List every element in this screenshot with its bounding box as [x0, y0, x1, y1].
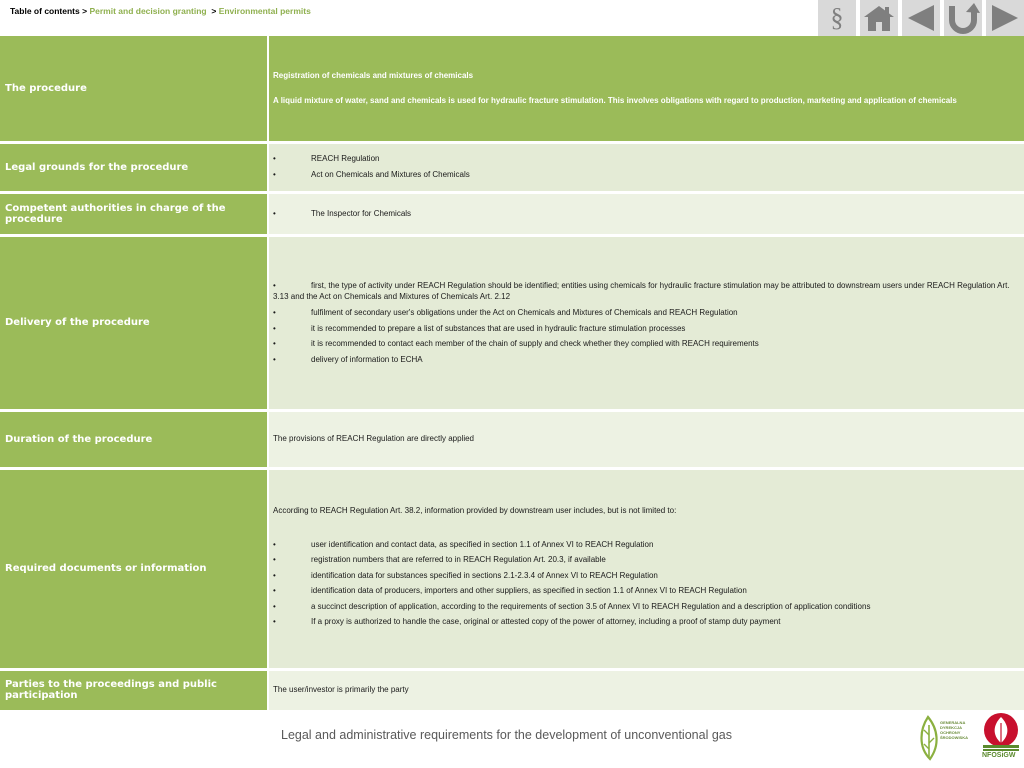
list-item: • registration numbers that are referred to in REACH Regulation Art. 20.3, if available: [273, 554, 1020, 566]
top-bar: [0, 0, 1024, 36]
procedure-title: Registration of chemicals and mixtures of chemicals: [273, 70, 474, 80]
list-item: • it is recommended to contact each member of the chain of supply and check whether they complied with REACH requirements: [273, 338, 1020, 350]
procedure-text: A liquid mixture of water, sand and chemicals is used for hydraulic fracture stimulation. This involves obligations with regard to production, marketing and application of chemicals: [273, 96, 957, 106]
arrow-right-icon: [989, 3, 1021, 33]
nav-buttons: [818, 0, 1024, 36]
gdos-logo-text: GENERALNA DYREKCJA OCHRONY ŚRODOWISKA: [940, 720, 968, 740]
row-label: Competent authorities in charge of the procedure: [0, 192, 268, 235]
breadcrumb-root[interactable]: Table of contents: [10, 6, 80, 16]
table-row: [0, 235, 1024, 410]
breadcrumb-environmental-link[interactable]: Environmental permits: [218, 6, 311, 16]
footer-title: Legal and administrative requirements for the development of unconventional gas: [281, 728, 732, 742]
row-content: [268, 142, 1024, 192]
home-icon: [862, 3, 896, 33]
breadcrumb: [10, 6, 311, 16]
documents-intro: According to REACH Regulation Art. 38.2, information provided by downstream user includes, but is not limited to:: [273, 505, 677, 515]
list-item: • first, the type of activity under REACH Regulation should be identified; entities using chemicals for hydraulic fracture stimulation may be attributed to downstream users under REACH Regulation Art. 3.13 and the Act on Chemicals and Mixtures of Chemicals Art. 2.12: [273, 280, 1020, 303]
breadcrumb-permit-link[interactable]: Permit and decision granting: [89, 6, 207, 16]
list-item: • If a proxy is authorized to handle the case, original or attested copy of the power of attorney, including a proof of stamp duty payment: [273, 616, 1020, 628]
row-label: Required documents or information: [0, 468, 268, 669]
forward-button[interactable]: [986, 0, 1024, 36]
return-button[interactable]: [944, 0, 982, 36]
breadcrumb-separator: >: [211, 6, 217, 16]
list-item: • identification data for substances specified in sections 2.1-2.3.4 of Annex VI to REACH Regulation: [273, 570, 1020, 582]
list-item: • REACH Regulation: [273, 153, 1020, 165]
legal-paragraph-button[interactable]: [818, 0, 856, 36]
row-content: [268, 468, 1024, 669]
list-item: • a succinct description of application, according to the requirements of section 3.5 of Annex VI to REACH Regulation and a description of application conditions: [273, 601, 1020, 613]
row-content: [268, 192, 1024, 235]
list-item: • user identification and contact data, as specified in section 1.1 of Annex VI to REACH Regulation: [273, 539, 1020, 551]
list-item: • fulfilment of secondary user's obligations under the Act on Chemicals and Mixtures of Chemicals and REACH Regulation: [273, 307, 1020, 319]
row-label: Legal grounds for the procedure: [0, 142, 268, 192]
row-content: The provisions of REACH Regulation are directly applied: [268, 410, 1024, 468]
table-row: [0, 36, 1024, 142]
list-item: • The Inspector for Chemicals: [273, 208, 1020, 220]
table-row: [0, 192, 1024, 235]
table-row: [0, 669, 1024, 711]
breadcrumb-separator: >: [82, 6, 88, 16]
list-item: • it is recommended to prepare a list of substances that are used in hydraulic fracture stimulation processes: [273, 323, 1020, 335]
row-label: Duration of the procedure: [0, 410, 268, 468]
row-content: [268, 36, 1024, 142]
list-item: • delivery of information to ECHA: [273, 354, 1020, 366]
nfosigw-label: NFOŚiGW: [982, 752, 1016, 759]
list-item: • Act on Chemicals and Mixtures of Chemicals: [273, 169, 1020, 181]
paragraph-icon: §: [830, 3, 844, 32]
back-button[interactable]: [902, 0, 940, 36]
table-row: [0, 468, 1024, 669]
row-label: Delivery of the procedure: [0, 235, 268, 410]
return-icon: [946, 2, 980, 34]
list-item: • identification data of producers, importers and other suppliers, as specified in section 1.1 of Annex VI to REACH Regulation: [273, 585, 1020, 597]
row-label: The procedure: [0, 36, 268, 142]
row-content: [268, 235, 1024, 410]
home-button[interactable]: [860, 0, 898, 36]
arrow-left-icon: [905, 3, 937, 33]
table-row: [0, 142, 1024, 192]
table-row: [0, 410, 1024, 468]
procedure-table: [0, 36, 1024, 713]
row-content: The user/investor is primarily the party: [268, 669, 1024, 711]
row-label: Parties to the proceedings and public participation: [0, 669, 268, 711]
